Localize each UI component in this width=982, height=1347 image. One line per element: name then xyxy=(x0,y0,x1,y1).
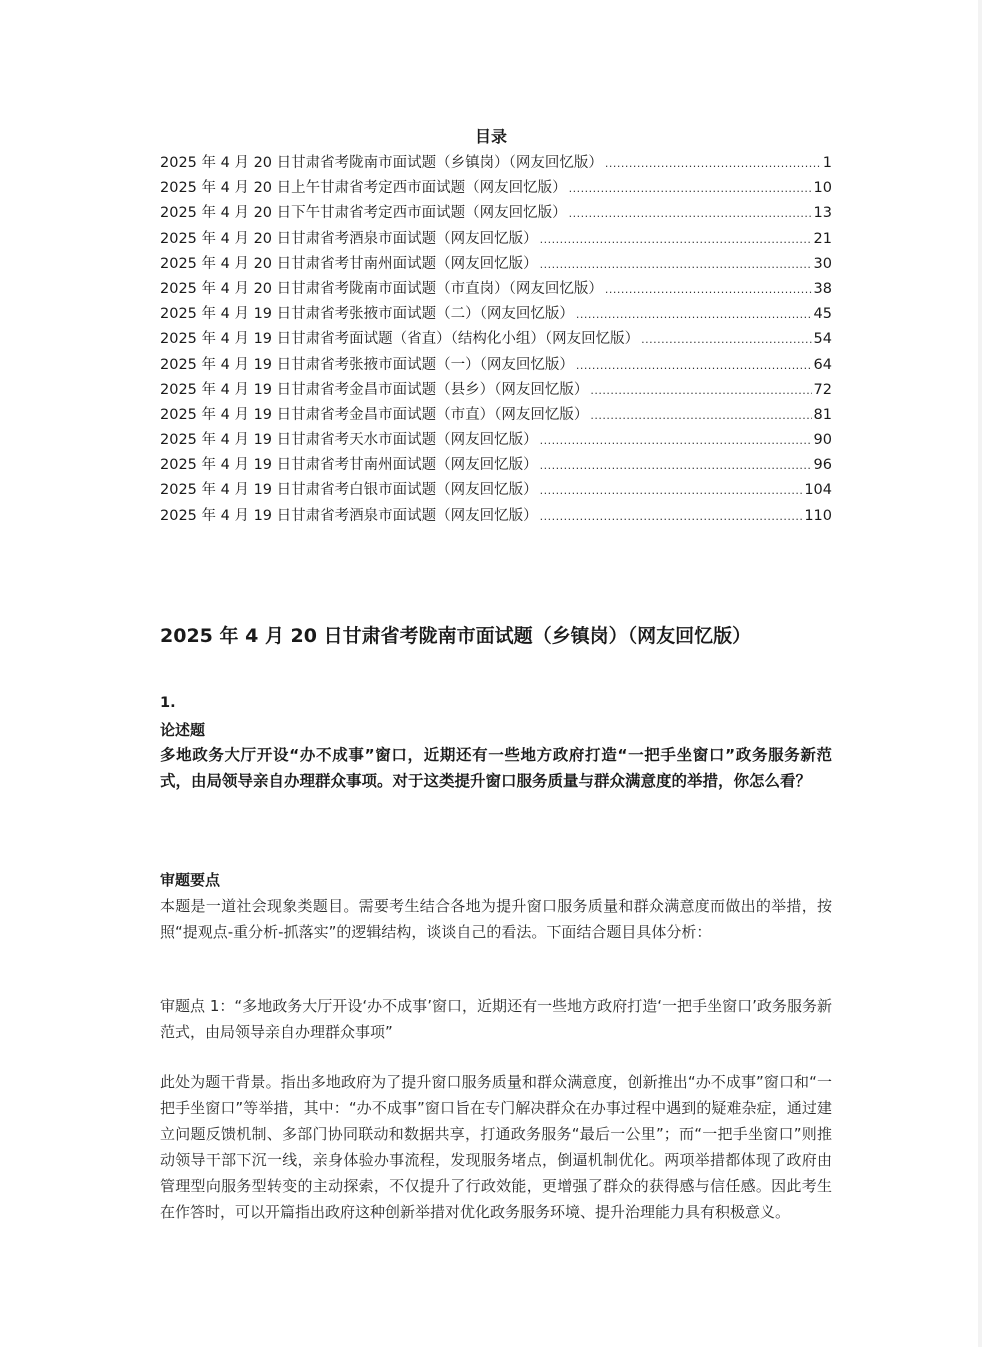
toc-leader-dots xyxy=(569,201,812,226)
toc-leader-dots xyxy=(540,453,812,478)
question-type: 论述题 xyxy=(160,721,206,739)
toc-leader-dots xyxy=(590,378,811,403)
toc-leader-dots xyxy=(641,327,811,352)
toc-entry-page: 21 xyxy=(813,230,832,247)
toc-entry[interactable] xyxy=(160,302,832,327)
toc-entry[interactable] xyxy=(160,327,832,352)
toc-entry-label: 2025 年 4 月 20 日下午甘肃省考定西市面试题（网友回忆版） xyxy=(160,205,567,222)
toc-entry-label: 2025 年 4 月 19 日甘肃省考张掖市面试题（一）（网友回忆版） xyxy=(160,356,574,373)
toc-entry[interactable] xyxy=(160,151,832,176)
toc-entry-page: 72 xyxy=(813,381,832,398)
toc-title: 目录 xyxy=(474,127,507,146)
analysis-paragraph: 本题是一道社会现象类题目。需要考生结合各地为提升窗口服务质量和群众满意度而做出的举措，按照“提观点-重分析-抓落实”的逻辑结构，谈谈自己的看法。下面结合题目具体分析： xyxy=(160,897,832,941)
toc-entry-label: 2025 年 4 月 19 日甘肃省考金昌市面试题（县乡）（网友回忆版） xyxy=(160,381,589,398)
toc-entry-label: 2025 年 4 月 20 日甘肃省考甘南州面试题（网友回忆版） xyxy=(160,255,538,272)
toc-leader-dots xyxy=(540,478,803,503)
toc-entry-page: 54 xyxy=(813,331,832,348)
toc-entry[interactable] xyxy=(160,403,832,428)
toc-entry-page: 104 xyxy=(804,482,832,499)
toc-entry[interactable] xyxy=(160,176,832,201)
toc-entry[interactable] xyxy=(160,428,832,453)
toc-leader-dots xyxy=(605,151,821,176)
toc-entry[interactable] xyxy=(160,378,832,403)
toc-entry-label: 2025 年 4 月 20 日上午甘肃省考定西市面试题（网友回忆版） xyxy=(160,180,567,197)
toc-leader-dots xyxy=(576,353,812,378)
table-of-contents xyxy=(160,151,832,529)
toc-entry[interactable] xyxy=(160,227,832,252)
toc-entry-label: 2025 年 4 月 19 日甘肃省考白银市面试题（网友回忆版） xyxy=(160,482,538,499)
toc-entry-page: 10 xyxy=(813,180,832,197)
toc-entry-label: 2025 年 4 月 20 日甘肃省考陇南市面试题（乡镇岗）（网友回忆版） xyxy=(160,155,603,171)
toc-entry[interactable] xyxy=(160,353,832,378)
toc-entry-label: 2025 年 4 月 19 日甘肃省考酒泉市面试题（网友回忆版） xyxy=(160,507,538,524)
toc-entry-page: 81 xyxy=(813,406,832,423)
toc-entry-label: 2025 年 4 月 19 日甘肃省考面试题（省直）（结构化小组）（网友回忆版） xyxy=(160,331,640,348)
toc-entry[interactable] xyxy=(160,478,832,503)
toc-entry-label: 2025 年 4 月 20 日甘肃省考陇南市面试题（市直岗）（网友回忆版） xyxy=(160,280,603,297)
analysis-heading: 审题要点 xyxy=(160,871,221,889)
toc-entry-page: 110 xyxy=(804,507,832,524)
toc-entry-label: 2025 年 4 月 20 日甘肃省考酒泉市面试题（网友回忆版） xyxy=(160,230,538,247)
toc-entry-page: 38 xyxy=(813,280,832,297)
toc-leader-dots xyxy=(569,176,812,201)
toc-leader-dots xyxy=(540,504,803,529)
toc-entry[interactable] xyxy=(160,453,832,478)
toc-leader-dots xyxy=(605,277,812,302)
toc-entry[interactable] xyxy=(160,201,832,226)
toc-entry[interactable] xyxy=(160,277,832,302)
toc-leader-dots xyxy=(590,403,811,428)
toc-entry-page: 13 xyxy=(813,205,832,222)
toc-leader-dots xyxy=(540,428,812,453)
analysis-paragraph: 审题点 1：“多地政务大厅开设‘办不成事’窗口，近期还有一些地方政府打造‘一把手坐窗口’政务服务新范式，由局领导亲自办理群众事项” xyxy=(160,997,832,1041)
toc-entry[interactable] xyxy=(160,504,832,529)
section-title: 2025 年 4 月 20 日甘肃省考陇南市面试题（乡镇岗）（网友回忆版） xyxy=(160,625,752,647)
toc-entry-page: 30 xyxy=(813,255,832,272)
toc-entry-label: 2025 年 4 月 19 日甘肃省考张掖市面试题（二）（网友回忆版） xyxy=(160,306,574,323)
toc-entry-label: 2025 年 4 月 19 日甘肃省考金昌市面试题（市直）（网友回忆版） xyxy=(160,406,589,423)
page-edge-shadow xyxy=(978,0,982,1347)
toc-entry-page: 96 xyxy=(813,457,832,474)
toc-entry-label: 2025 年 4 月 19 日甘肃省考天水市面试题（网友回忆版） xyxy=(160,432,538,449)
toc-leader-dots xyxy=(576,302,812,327)
toc-entry-page: 1 xyxy=(822,155,832,171)
toc-entry-page: 90 xyxy=(813,432,832,449)
toc-entry-label: 2025 年 4 月 19 日甘肃省考甘南州面试题（网友回忆版） xyxy=(160,457,538,474)
question-number: 1. xyxy=(160,695,176,711)
toc-entry-page: 64 xyxy=(813,356,832,373)
question-text: 多地政务大厅开设“办不成事”窗口，近期还有一些地方政府打造“一把手坐窗口”政务服务新范式，由局领导亲自办理群众事项。对于这类提升窗口服务质量与群众满意度的举措，你怎么看？ xyxy=(160,746,832,790)
toc-entry-page: 45 xyxy=(813,306,832,323)
toc-leader-dots xyxy=(540,252,812,277)
toc-leader-dots xyxy=(540,227,812,252)
toc-entry[interactable] xyxy=(160,252,832,277)
analysis-paragraph: 此处为题干背景。指出多地政府为了提升窗口服务质量和群众满意度，创新推出“办不成事”窗口和“一把手坐窗口”等举措，其中：“办不成事”窗口旨在专门解决群众在办事过程中遇到的疑难杂症，通过建立问题反馈机制、多部门协同联动和数据共享，打通政务服务“最后一公里”；而“一把手坐窗口”则推动领导干部下沉一线，亲身体验办事流程，发现服务堵点，倒逼机制优化。两项举措都体现了政府由管理型向服务型转变的主动探索，不仅提升了行政效能，更增强了群众的获得感与信任感。因此考生在作答时，可以开篇指出政府这种创新举措对优化政务服务环境、提升治理能力具有积极意义。 xyxy=(160,1073,832,1221)
